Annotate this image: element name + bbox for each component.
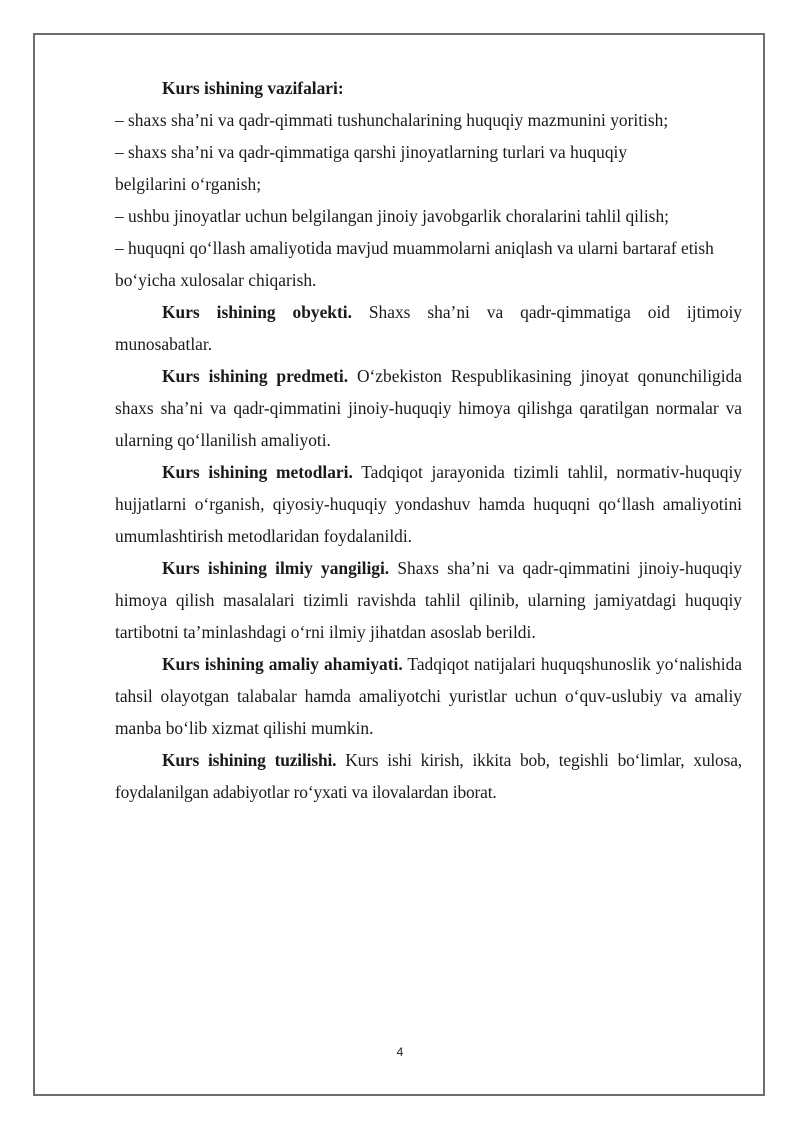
structure-text: Kurs ishi kirish, ikkita bob, tegishli bo‘limlar, xulosa, foydalanilgan adabiyotlar ro‘yxati va ilovalardan iborat. [115,750,742,802]
methods-paragraph [115,456,742,552]
novelty-text: Shaxs sha’ni va qadr-qimmatini jinoiy-huquqiy himoya qilish masalalari tizimli ravishda tahlil qilinib, ularning jamiyatdagi huquqiy tartibotni ta’minlashdagi o‘rni ilmiy jihatdan asoslab berildi. [115,558,742,642]
object-paragraph [115,296,742,360]
task-item-1: – shaxs sha’ni va qadr-qimmati tushunchalarining huquqiy mazmunini yoritish; [115,110,669,130]
structure-label: Kurs ishining tuzilishi. [162,750,337,770]
practical-text: Tadqiqot natijalari huquqshunoslik yo‘nalishida tahsil olayotgan talabalar hamda amaliyotchi yuristlar uchun o‘quv-uslubiy va amaliy manba bo‘lib xizmat qilishi mumkin. [115,654,742,738]
novelty-label: Kurs ishining ilmiy yangiligi. [162,558,390,578]
subject-text: O‘zbekiston Respublikasining jinoyat qonunchiligida shaxs sha’ni va qadr-qimmatini jinoiy-huquqiy himoya qilishga qaratilgan normalar va ularning qo‘llanilish amaliyoti. [115,366,742,450]
practical-paragraph [115,648,742,744]
subject-paragraph [115,360,742,456]
subject-label: Kurs ishining predmeti. [162,366,349,386]
task-item-3: – ushbu jinoyatlar uchun belgilangan jinoiy javobgarlik choralarini tahlil qilish; [115,206,669,226]
tasks-heading-text: Kurs ishining vazifalari: [162,78,344,98]
practical-label: Kurs ishining amaliy ahamiyati. [162,654,403,674]
page-number: 4 [396,1045,404,1059]
object-text: Shaxs sha’ni va qadr-qimmatiga oid ijtimoiy munosabatlar. [115,302,743,354]
task-item-2: – shaxs sha’ni va qadr-qimmatiga qarshi jinoyatlarning turlari va huquqiy belgilarini o‘rganish; [115,142,628,194]
methods-text: Tadqiqot jarayonida tizimli tahlil, normativ-huquqiy hujjatlarni o‘rganish, qiyosiy-huquqiy yondashuv hamda huquqni qo‘llash amaliyotini umumlashtirish metodlaridan foydalanildi. [115,462,742,546]
object-label: Kurs ishining obyekti. [162,302,352,322]
methods-label: Kurs ishining metodlari. [162,462,353,482]
novelty-paragraph [115,552,742,648]
tasks-heading [115,72,742,104]
task-item-4: – huquqni qo‘llash amaliyotida mavjud muammolarni aniqlash va ularni bartaraf etish bo‘yicha xulosalar chiqarish. [115,238,714,290]
structure-paragraph [115,744,742,808]
document-body [115,72,742,808]
